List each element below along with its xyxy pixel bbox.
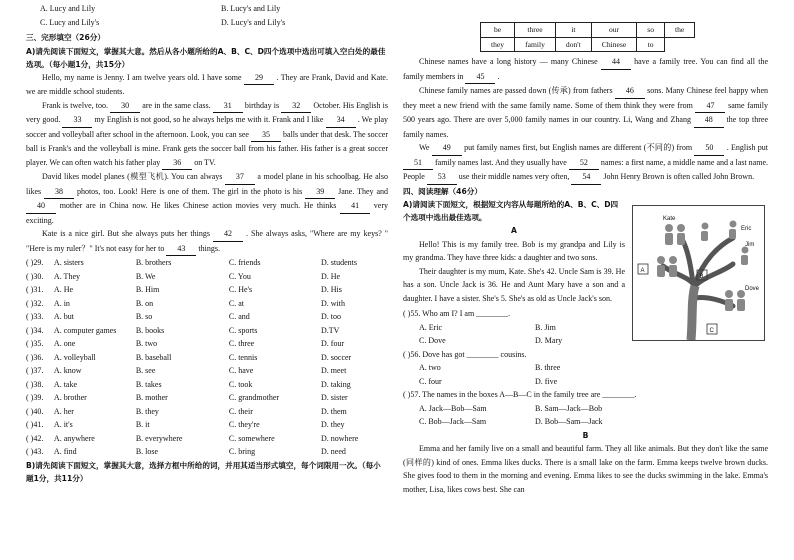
- answer-option[interactable]: A. her: [53, 406, 74, 416]
- blank-36[interactable]: 36: [162, 156, 192, 171]
- left-column: [26, 0, 388, 485]
- answer-option[interactable]: B. see: [135, 366, 156, 375]
- text-run: Kate is a nice girl. But she always puts her things: [42, 229, 213, 238]
- label-kate: Kate: [663, 216, 676, 222]
- answer-option[interactable]: D. He: [321, 271, 341, 281]
- answer-option[interactable]: B. brothers: [135, 258, 172, 267]
- text-run: Chinese names have a long history — many Chinese: [419, 57, 601, 66]
- answer-option[interactable]: C. He's: [228, 285, 253, 294]
- cloze-paragraph: [26, 170, 388, 227]
- section4-title: 四、阅读理解（46分）: [403, 186, 482, 196]
- answer-option[interactable]: D. with: [321, 298, 345, 308]
- text-run: October. His English is very good.: [26, 100, 389, 124]
- option-row: [26, 351, 388, 365]
- blank-37[interactable]: 37: [225, 170, 255, 185]
- answer-option[interactable]: A. take: [53, 379, 78, 389]
- text-run: We: [419, 143, 432, 152]
- partB-instructions: B)请先阅读下面短文，掌握其大意，选择方框中所给的词，并用其适当形式填空，每个词限用一次。（每小题1分，共11分）: [26, 460, 381, 483]
- label-eric: Eric: [741, 226, 752, 232]
- question-55: ( )55. Who am I? I am ________.: [403, 309, 511, 318]
- question-number: ( )34.: [26, 325, 44, 335]
- text-run: birthday is: [242, 100, 282, 110]
- answer-option[interactable]: B. it: [135, 420, 150, 429]
- answer-option[interactable]: C. took: [228, 379, 253, 389]
- answer-option[interactable]: D. Bob—Sam—Jack: [535, 417, 603, 426]
- option-row: [26, 256, 388, 270]
- blank-29[interactable]: 29: [244, 71, 274, 86]
- answer-option[interactable]: B. Him: [135, 285, 160, 294]
- word-bank-word: our: [591, 23, 636, 38]
- question-number: ( )30.: [26, 271, 44, 281]
- answer-option[interactable]: D. need: [321, 447, 346, 456]
- passageB-text: Emma and her family live on a small and beautiful farm. They all like animals. But they don't like the same (同样的) kind of ones. Emma likes ducks. There is a small lake on the farm. Emma keeps twelve brown ducks. She gives food to them in the morning and evening. Emma likes to see the ducks swimming in the lake. Emma's mother, Lisa, likes cows best. She can: [403, 444, 768, 494]
- right-column: [403, 0, 768, 496]
- answer-option[interactable]: A. in: [53, 298, 70, 308]
- text-run: . She always asks, "Where are my keys? " "Here is my ruler？" It's not easy for her to: [26, 229, 389, 253]
- answer-option[interactable]: B. so: [135, 312, 153, 321]
- text-run: mother are in China now. He likes Chinese action movies very much. He thinks: [56, 201, 341, 210]
- text-run: names: a first name, a middle name and a last name. People: [403, 157, 769, 181]
- cloze-passage: [26, 71, 388, 257]
- answer-option[interactable]: C. Dove: [419, 336, 446, 345]
- blank-41[interactable]: 41: [340, 199, 370, 214]
- answer-option[interactable]: B. three: [535, 363, 561, 372]
- text-run: very exciting.: [26, 201, 388, 225]
- answer-option[interactable]: A. volleyball: [53, 352, 96, 362]
- label-jim: Jim: [745, 242, 755, 248]
- answer-option[interactable]: C. three: [228, 339, 255, 348]
- word-bank: [480, 22, 695, 52]
- text-run: . We play soccer and volleyball after school in the afternoon. Look, you can see: [26, 115, 389, 139]
- option-row: [26, 418, 388, 432]
- answer-option[interactable]: D. too: [321, 312, 341, 321]
- answer-option[interactable]: D. sister: [321, 393, 348, 402]
- answer-option[interactable]: B. mother: [135, 393, 168, 402]
- question-number: ( )33.: [26, 312, 44, 321]
- text-run: put family names first, but English names are different (不同的) from: [461, 143, 695, 152]
- question-options: [403, 402, 768, 416]
- text-run: . They are Frank, David and Kate. we are middle school students.: [26, 72, 388, 96]
- blank-50[interactable]: 50: [694, 141, 724, 156]
- answer-option[interactable]: C. tennis: [228, 352, 258, 362]
- answer-option[interactable]: C. and: [228, 312, 250, 321]
- answer-option[interactable]: D. Mary: [535, 336, 563, 345]
- blank-51[interactable]: 51: [403, 156, 433, 171]
- text-run: Jane. They and: [335, 186, 388, 196]
- answer-option[interactable]: D. soccer: [321, 352, 352, 362]
- answer-option[interactable]: A. brother: [53, 393, 87, 402]
- blank-44[interactable]: 44: [601, 55, 631, 70]
- answer-option[interactable]: B. lose: [135, 447, 159, 456]
- option-row: [26, 391, 388, 405]
- cloze-paragraph: [26, 227, 388, 256]
- answer-option[interactable]: D. students: [321, 258, 357, 267]
- answer-option[interactable]: B. Jim: [535, 322, 556, 332]
- word-bank-word: don't: [555, 37, 591, 52]
- answer-option[interactable]: D. four: [321, 339, 345, 348]
- text-run: are in the same class.: [140, 100, 213, 110]
- blank-47[interactable]: 47: [695, 99, 725, 114]
- blank-30[interactable]: 30: [110, 99, 140, 114]
- fill-paragraph: [403, 141, 768, 185]
- answer-option[interactable]: D.TV: [321, 325, 340, 335]
- answer-option[interactable]: D. nowhere: [321, 433, 359, 443]
- fill-paragraph: [403, 84, 768, 141]
- text-run: my English is not good, so he always helps me with it. Frank and I like: [92, 115, 326, 124]
- top-option-a: C. Lucy and Lily's: [40, 17, 100, 27]
- answer-option[interactable]: D. taking: [321, 379, 351, 389]
- option-row: [26, 297, 388, 311]
- top-option-b: B. Lucy's and Lily: [221, 4, 281, 13]
- question-options: [403, 361, 768, 375]
- answer-option[interactable]: B. they: [135, 406, 159, 416]
- blank-54[interactable]: 54: [571, 170, 601, 185]
- text-run: Hello, my name is Jenny. I am twelve years old. I have some: [42, 72, 244, 82]
- text-run: John Henry Brown is often called John Brown.: [601, 172, 755, 181]
- question-number: ( )38.: [26, 379, 44, 389]
- text-run: Chinese family names are passed down (传承) from fathers: [419, 86, 615, 95]
- question-number: ( )40.: [26, 406, 44, 416]
- answer-option[interactable]: C. friends: [228, 258, 261, 267]
- answer-option[interactable]: C. their: [228, 406, 253, 416]
- question-number: ( )37.: [26, 366, 44, 375]
- question-56: ( )56. Dove has got ________ cousins.: [403, 349, 527, 359]
- option-row: [26, 378, 388, 392]
- blank-33[interactable]: 33: [62, 113, 92, 128]
- blank-38[interactable]: 38: [44, 185, 74, 200]
- blank-43[interactable]: 43: [166, 242, 196, 257]
- answer-option[interactable]: A. Eric: [419, 322, 443, 332]
- label-b: B: [699, 274, 704, 280]
- text-run: Frank is twelve, too.: [42, 100, 111, 110]
- answer-option[interactable]: D. meet: [321, 366, 347, 375]
- question-options: [403, 375, 768, 389]
- text-run: same family 500 years ago. There are over 5,000 family names in our country. Li, Wang and Zhang: [403, 100, 769, 124]
- question-number: ( )42.: [26, 433, 44, 443]
- word-bank-word: three: [515, 23, 556, 38]
- fill-paragraph: [403, 55, 768, 84]
- option-row: [26, 270, 388, 284]
- question-number: ( )36.: [26, 352, 44, 362]
- blank-45[interactable]: 45: [465, 70, 495, 85]
- cloze-paragraph: [26, 99, 388, 171]
- blank-53[interactable]: 53: [427, 170, 457, 185]
- question-number: ( )41.: [26, 420, 44, 429]
- text-run: balls under that desk. The soccer ball is Frank's and the volleyball is mine. Frank gets the soccer ball from his father. His father is a great soccer player. We can often watch his father play: [26, 129, 388, 167]
- passageA-label: A: [511, 226, 517, 235]
- answer-option[interactable]: C. Bob—Jack—Sam: [419, 417, 487, 426]
- blank-46[interactable]: 46: [615, 84, 645, 99]
- top-option-b: D. Lucy's and Lily's: [221, 17, 286, 27]
- blank-39[interactable]: 39: [305, 185, 335, 200]
- answer-option[interactable]: C. somewhere: [228, 433, 275, 443]
- label-a: A: [640, 268, 645, 274]
- answer-option[interactable]: C. grandmother: [228, 393, 280, 402]
- answer-option[interactable]: A. They: [53, 271, 80, 281]
- fill-passage: [403, 55, 768, 185]
- cloze-paragraph: [26, 71, 388, 99]
- cloze-options: [26, 256, 388, 459]
- text-run: David likes model planes (模型飞机). You can always: [42, 172, 225, 181]
- passageA-paragraph: Their daughter is my mum, Kate. She's 42. Uncle Sam is 39. He has a son. Uncle Jack is 36. He and Aunt Mary have a son and a daughter. I have a sister. She's 5. She's as old as Uncle Jack's son.: [403, 266, 625, 303]
- answer-option[interactable]: A. it's: [53, 420, 73, 429]
- answer-option[interactable]: A. find: [53, 447, 77, 456]
- answer-option[interactable]: C. they're: [228, 420, 260, 429]
- answer-option[interactable]: A. He: [53, 285, 74, 294]
- option-row: [26, 337, 388, 351]
- question-57: ( )57. The names in the boxes A—B—C in the family tree are ________.: [403, 390, 637, 399]
- text-run: the top three family names.: [403, 115, 768, 139]
- blank-49[interactable]: 49: [432, 141, 462, 156]
- answer-option[interactable]: B. Sam—Jack—Bob: [535, 403, 603, 413]
- partA-instructions: A)请先阅读下面短文，掌握其大意。然后从各小题所给的A、B、C、D四个选项中选出可填入空白处的最佳选项。（每小题1分，共15分）: [26, 46, 386, 69]
- word-bank-word: Chinese: [591, 37, 636, 52]
- text-run: sons. Many Chinese feel happy when they meet a new friend with the same family name. Some of them think they were from: [403, 86, 769, 110]
- answer-option[interactable]: B. We: [135, 271, 156, 281]
- word-bank-word: to: [637, 37, 665, 52]
- text-run: on TV.: [192, 157, 216, 167]
- answer-option[interactable]: A. one: [53, 339, 76, 348]
- answer-option[interactable]: C. bring: [228, 447, 256, 456]
- word-bank-word: be: [481, 23, 515, 38]
- option-row: [26, 445, 388, 459]
- question-number: ( )39.: [26, 393, 44, 402]
- top-option-row: [26, 16, 388, 30]
- text-run: use their middle names very often,: [456, 172, 572, 181]
- question-number: ( )43.: [26, 447, 44, 456]
- blank-34[interactable]: 34: [326, 113, 356, 128]
- option-row: [26, 324, 388, 338]
- question-number: ( )31.: [26, 285, 44, 294]
- word-bank-word: so: [637, 23, 665, 38]
- answer-option[interactable]: C. have: [228, 366, 254, 375]
- answer-option[interactable]: A. two: [419, 363, 441, 372]
- answer-option[interactable]: A. sisters: [53, 258, 84, 267]
- option-row: [26, 364, 388, 378]
- answer-option[interactable]: B. takes: [135, 379, 162, 389]
- blank-52[interactable]: 52: [569, 156, 599, 171]
- text-run: photos, too. Look! Here is one of them. The girl in the photo is his: [74, 186, 306, 196]
- readA-instructions: A)请阅读下面短文，根据短文内容从每题所给的A、B、C、D四个选项中选出最佳选项。: [403, 200, 619, 222]
- label-c: C: [709, 328, 714, 334]
- answer-option[interactable]: A. Jack—Bob—Sam: [419, 403, 487, 413]
- answer-option[interactable]: A. anywhere: [53, 433, 95, 443]
- text-run: .: [495, 71, 500, 81]
- label-dove: Dove: [745, 286, 760, 292]
- question-number: ( )35.: [26, 339, 44, 348]
- answer-option[interactable]: B. baseball: [135, 352, 172, 362]
- word-bank-word: it: [555, 23, 591, 38]
- passageA-text: [403, 238, 625, 306]
- word-bank-word: family: [515, 37, 556, 52]
- answer-option[interactable]: B. on: [135, 298, 154, 308]
- blank-35[interactable]: 35: [251, 128, 281, 143]
- answer-option[interactable]: B. two: [135, 339, 158, 348]
- blank-32[interactable]: 32: [281, 99, 311, 114]
- top-option-row: [26, 2, 388, 16]
- blank-48[interactable]: 48: [694, 113, 724, 128]
- option-row: [26, 405, 388, 419]
- option-row: [26, 432, 388, 446]
- blank-31[interactable]: 31: [213, 99, 243, 114]
- passageA-paragraph: Hello! This is my family tree. Bob is my grandpa and Lily is my grandma. They have three kids: a daughter and two sons.: [403, 239, 625, 262]
- word-bank-word: they: [481, 37, 515, 52]
- answer-option[interactable]: A. know: [53, 366, 82, 375]
- text-run: things.: [196, 243, 220, 253]
- blank-40[interactable]: 40: [26, 199, 56, 214]
- answer-option[interactable]: C. sports: [228, 325, 258, 335]
- text-run: a model plane in his schoolbag. He also likes: [26, 172, 388, 196]
- family-tree-picture: [632, 205, 765, 341]
- text-run: family names last. And they usually have: [433, 157, 569, 167]
- passageB-label: B: [582, 430, 589, 440]
- answer-option[interactable]: C. at: [228, 298, 244, 308]
- answer-option[interactable]: D. five: [535, 376, 558, 386]
- answer-option[interactable]: D. them: [321, 406, 347, 416]
- answer-option[interactable]: C. You: [228, 271, 251, 281]
- question-number: ( )29.: [26, 258, 44, 267]
- answer-option[interactable]: D. they: [321, 420, 345, 429]
- answer-option[interactable]: B. everywhere: [135, 433, 183, 443]
- answer-option[interactable]: A. computer games: [53, 325, 117, 335]
- answer-option[interactable]: A. but: [53, 312, 74, 321]
- section3-title: 三、完形填空（26分）: [26, 33, 105, 42]
- answer-option[interactable]: B. books: [135, 325, 165, 335]
- family-tree-illustration: [633, 206, 764, 340]
- question-number: ( )32.: [26, 298, 44, 308]
- question-options: [403, 415, 768, 429]
- top-option-a: A. Lucy and Lily: [40, 4, 96, 13]
- text-run: . English put: [724, 143, 769, 152]
- word-bank-word: the: [665, 23, 695, 38]
- answer-option[interactable]: C. four: [419, 376, 442, 386]
- option-row: [26, 310, 388, 324]
- option-row: [26, 283, 388, 297]
- blank-42[interactable]: 42: [213, 227, 243, 242]
- text-run: have a family tree. You can find all the family members in: [403, 57, 769, 81]
- answer-option[interactable]: D. His: [321, 285, 342, 294]
